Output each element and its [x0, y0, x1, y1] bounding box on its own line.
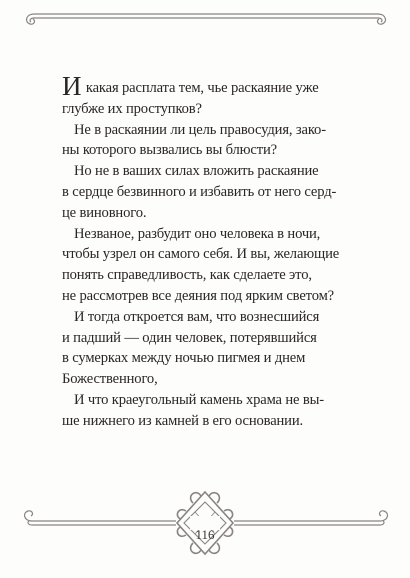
text-line: и падший — один человек, потерявшийся: [62, 329, 317, 346]
paragraph-3: [62, 161, 357, 223]
paragraph-1: [62, 71, 357, 120]
text-line: це виновного.: [62, 204, 147, 221]
text-line: И что краеугольный камень храма не вы-: [74, 391, 324, 408]
paragraph-4: [62, 224, 357, 307]
text-line: Но не в ваших силах вложить раскаяние: [74, 163, 319, 180]
paragraph-2: [62, 120, 357, 162]
main-text: [62, 71, 357, 432]
text-line: ше нижнего из камней в его основании.: [62, 412, 304, 429]
paragraph-5: [62, 307, 357, 390]
text-line: чтобы узрел он самого себя. И вы, желающие: [62, 246, 340, 263]
text-line: Божественного,: [62, 371, 158, 388]
drop-cap: И: [62, 71, 82, 101]
text-line: И какая расплата тем, чье раскаяние уже: [62, 71, 319, 101]
text-line: не рассмотрев все деяния под ярким светом?: [62, 287, 334, 304]
text-line: глубже их проступков?: [62, 100, 202, 117]
text-line: в сумерках между ночью пигмея и днем: [62, 350, 306, 367]
text-line: ны которого вызвались вы блюсти?: [62, 142, 277, 159]
text-line: в сердце безвинного и избавить от него серд-: [62, 183, 337, 200]
text-line: И тогда откроется вам, что вознесшийся: [74, 308, 320, 325]
text-line: Не в раскаянии ли цель правосудия, зако-: [74, 121, 326, 138]
text-line: Незваное, разбудит оно человека в ночи,: [74, 225, 321, 242]
paragraph-6: [62, 390, 357, 432]
page-number: 116: [195, 527, 215, 542]
text-line: понять справедливость, как сделаете это,: [62, 267, 312, 284]
